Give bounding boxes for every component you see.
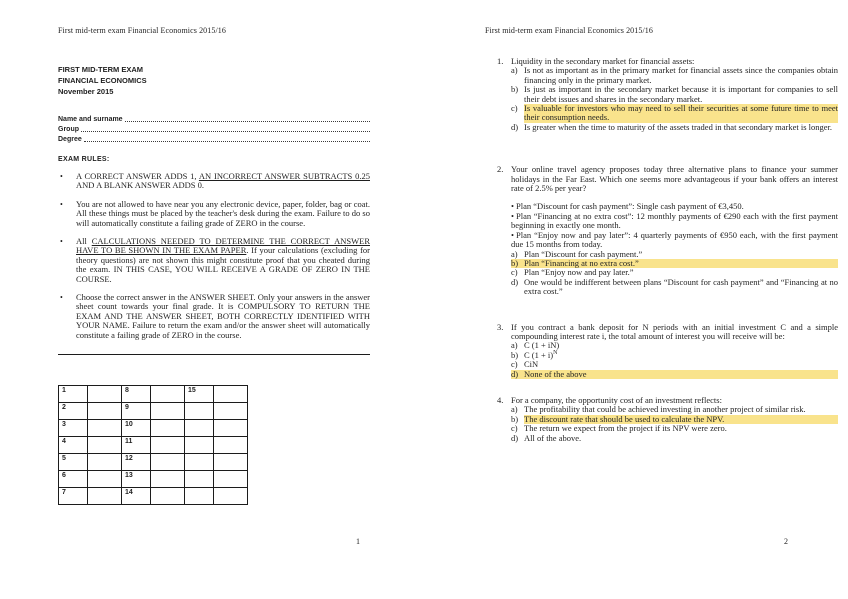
question-number-cell: 14 [122,488,151,505]
question-stem: Your online travel agency proposes today three alternative plans to finance your summer holidays in the Far East. Which one seems more advantageous if your bank offers an interest rate of 2.5% per year? [511,164,838,194]
option-text: Is just as important in the secondary market because it is important for companies to sell their debt issues and shares in the secondary market. [524,84,838,104]
bullet-icon: • [511,229,514,240]
answer-table-row [59,471,248,488]
answer-cell [214,386,248,403]
answer-table-row [59,386,248,403]
rules-list [58,172,370,340]
question-number: 1. [497,56,504,66]
option-a [511,341,838,350]
answer-cell [214,471,248,488]
answer-cell [151,386,185,403]
name-field-label: Name and surname [58,116,123,123]
option-d [511,434,838,443]
bullet-icon: • [60,199,63,209]
question-stem: Liquidity in the secondary market for financial assets: [511,56,695,66]
option-d [511,123,838,132]
answer-cell [88,386,122,403]
rule-item [58,172,370,191]
option-letter: c) [511,423,518,434]
exam-title-line: FINANCIAL ECONOMICS [58,76,147,85]
question-number-cell: 5 [59,454,88,471]
question-number-cell [185,471,214,488]
question-body [511,165,838,296]
option-b [511,351,838,360]
plan-text: Plan “Financing at no extra cost”: 12 monthly payments of €290 each with the first payment beginning in exactly one month. [511,210,838,231]
option-text: The return we expect from the project if its NPV were zero. [524,423,727,434]
option-letter: b) [511,413,519,424]
bullet-icon: • [60,237,63,247]
plan-text: Plan “Enjoy now and pay later”: 4 quarterly payments of €950 each, with the first payment due 15 months from today. [511,229,838,250]
answer-cell [151,471,185,488]
option-letter: a) [511,340,518,351]
answer-cell [151,488,185,505]
option-letter: b) [511,84,519,95]
option-letter: c) [511,103,518,114]
dotted-leader [81,131,370,132]
rule-text-segment: A CORRECT ANSWER ADDS 1, [76,171,199,181]
option-list [511,250,838,297]
option-text-highlight: None of the above [524,370,838,379]
answer-table-row [59,454,248,471]
question-number-cell [185,403,214,420]
question-number-cell: 7 [59,488,88,505]
question-2 [485,165,838,296]
group-field-label: Group [58,126,79,133]
exam-date-line: November 2015 [58,87,114,96]
answer-table-row [59,420,248,437]
page-number: 2 [784,537,788,546]
rule-text-segment: . If your calculations (excluding for theory questions) are not shown this might constitute proof that you cheated during the exam. IN THIS CASE, YOU WILL RECEIVE A GRADE OF ZERO IN THE COURSE. [76,245,370,284]
question-number-cell: 13 [122,471,151,488]
option-letter-highlight: d) [511,370,524,379]
degree-field-label: Degree [58,136,82,143]
plan-item [511,212,838,231]
page-number: 1 [356,537,360,546]
rule-text [76,237,370,284]
question-number-cell: 9 [122,403,151,420]
option-list [511,66,838,132]
name-field-row [58,113,370,123]
option-c-highlighted [511,104,838,123]
option-list [511,341,838,379]
bullet-icon: • [60,172,63,181]
option-text: Plan “Discount for cash payment.” [524,248,643,259]
answer-cell [88,488,122,505]
question-body [511,323,838,379]
group-field-row [58,123,370,133]
option-letter: a) [511,404,518,415]
answer-cell [214,488,248,505]
answer-cell [151,437,185,454]
answer-cell [214,420,248,437]
question-stem: For a company, the opportunity cost of an investment reflects: [511,394,722,405]
question-4 [485,396,838,443]
answer-cell [88,471,122,488]
question-number-cell [185,437,214,454]
option-text-with-exponent [524,351,838,360]
answer-cell [214,403,248,420]
option-list [511,405,838,443]
rule-text-segment: AND A BLANK ANSWER ADDS 0. [76,180,204,191]
option-letter: b) [511,349,519,360]
question-list [485,57,838,443]
answer-cell [88,454,122,471]
question-body [511,396,838,443]
degree-field-row [58,133,370,143]
answer-grid-table [58,385,248,505]
option-text-highlight: Plan “Financing at no extra cost.” [524,259,838,268]
option-b [511,85,838,104]
option-letter: c) [511,267,518,278]
rule-text [76,172,370,191]
option-letter-highlight: b) [511,259,524,268]
question-number-cell: 11 [122,437,151,454]
page-2 [485,26,838,566]
plan-list [511,202,838,249]
answer-cell [214,437,248,454]
option-text: C (1 + i) [524,349,554,360]
option-text: One would be indifferent between plans “Discount for cash payment” and “Financing at no extra cost.” [524,276,838,297]
answer-cell [88,420,122,437]
option-letter: c) [511,359,518,370]
answer-cell [88,403,122,420]
bullet-icon: • [511,210,514,221]
question-number-cell: 1 [59,386,88,403]
bullet-icon: • [60,293,63,303]
question-body [511,57,838,132]
identification-form [58,113,370,143]
option-d-highlighted [511,370,838,379]
option-text: All of the above. [524,432,582,443]
question-3 [485,323,838,379]
question-stem: If you contract a bank deposit for N periods with an initial investment C and a simple compounding interest rate i, the total amount of interest you will receive will be: [511,321,838,341]
question-number-cell: 4 [59,437,88,454]
answer-table-row [59,488,248,505]
rule-text-segment: All [76,236,92,247]
running-header: First mid-term exam Financial Economics 2015/16 [485,26,654,35]
question-number-cell: 10 [122,420,151,437]
option-letter: d) [511,432,519,443]
option-a [511,66,838,85]
option-text: C (1 + iN) [524,340,560,351]
question-number-cell: 3 [59,420,88,437]
question-number-cell: 2 [59,403,88,420]
question-number-cell: 12 [122,454,151,471]
bullet-icon: • [511,201,514,212]
page-1 [58,26,370,566]
option-text-highlight: Is valuable for investors who may need to sell their securities at some future time to meet their consumption needs. [524,103,838,123]
answer-cell [88,437,122,454]
rule-text: Choose the correct answer in the ANSWER SHEET. Only your answers in the answer sheet count towards your final grade. It is COMPULSORY TO RETURN THE EXAM AND THE ANSWER SHEET, BOTH CORRECTLY IDENTIFIED WITH YOUR NAME. Failure to return the exam and/or the answer sheet will automatically constitute a failing grade of ZERO in the course. [76,292,370,340]
question-number-cell [185,454,214,471]
question-number-cell: 6 [59,471,88,488]
dotted-leader [84,141,370,142]
answer-table-row [59,437,248,454]
answer-table-row [59,403,248,420]
option-text: Is greater when the time to maturity of the assets traded in that secondary market is longer. [524,121,833,132]
question-number: 2. [497,164,504,175]
plan-text: Plan “Discount for cash payment”: Single cash payment of €3,450. [515,201,744,212]
question-number-cell: 15 [185,386,214,403]
answer-cell [151,454,185,471]
question-number-cell: 8 [122,386,151,403]
rule-item [58,237,370,284]
option-letter: a) [511,65,518,76]
option-letter: a) [511,248,518,259]
rule-item [58,293,370,340]
section-divider [58,354,370,355]
running-header: First mid-term exam Financial Economics 2015/16 [58,26,227,35]
answer-cell [151,403,185,420]
answer-cell [151,420,185,437]
option-text: The profitability that could be achieved investing in another project of similar risk. [524,404,806,415]
exponent-text: N [553,349,558,356]
dotted-leader [125,121,370,122]
option-text-highlight: The discount rate that should be used to calculate the NPV. [524,415,838,424]
option-text: Is not as important as in the primary market for financial assets since the companies obtain financing only in the primary market. [524,65,838,85]
plan-item [511,231,838,250]
rules-heading: EXAM RULES: [58,156,110,163]
question-number: 3. [497,321,504,332]
question-number-cell [185,420,214,437]
answer-table-body [59,386,248,505]
exam-title-block [58,64,370,97]
exam-title-line: FIRST MID-TERM EXAM [58,65,143,74]
option-letter: d) [511,276,519,287]
rule-text-underlined: CALCULATIONS NEEDED TO DETERMINE THE CORRECT ANSWER HAVE TO BE SHOWN IN THE EXAM PAPER [76,236,370,256]
rule-text-underlined: AN INCORRECT ANSWER SUBTRACTS 0.25 [198,171,370,181]
option-letter: d) [511,121,519,132]
rule-text: You are not allowed to have near you any electronic device, paper, folder, bag or coat. All these things must be placed by the teacher's desk during the exam. Failure to do so will automatically constitute a failing grade of ZERO in the course. [76,198,370,228]
question-number-cell [185,488,214,505]
option-d [511,278,838,297]
question-1 [485,57,838,132]
option-text: Plan “Enjoy now and pay later.” [524,267,634,278]
question-number: 4. [497,394,504,405]
option-text: CiN [524,359,539,370]
answer-cell [214,454,248,471]
rule-item [58,200,370,228]
